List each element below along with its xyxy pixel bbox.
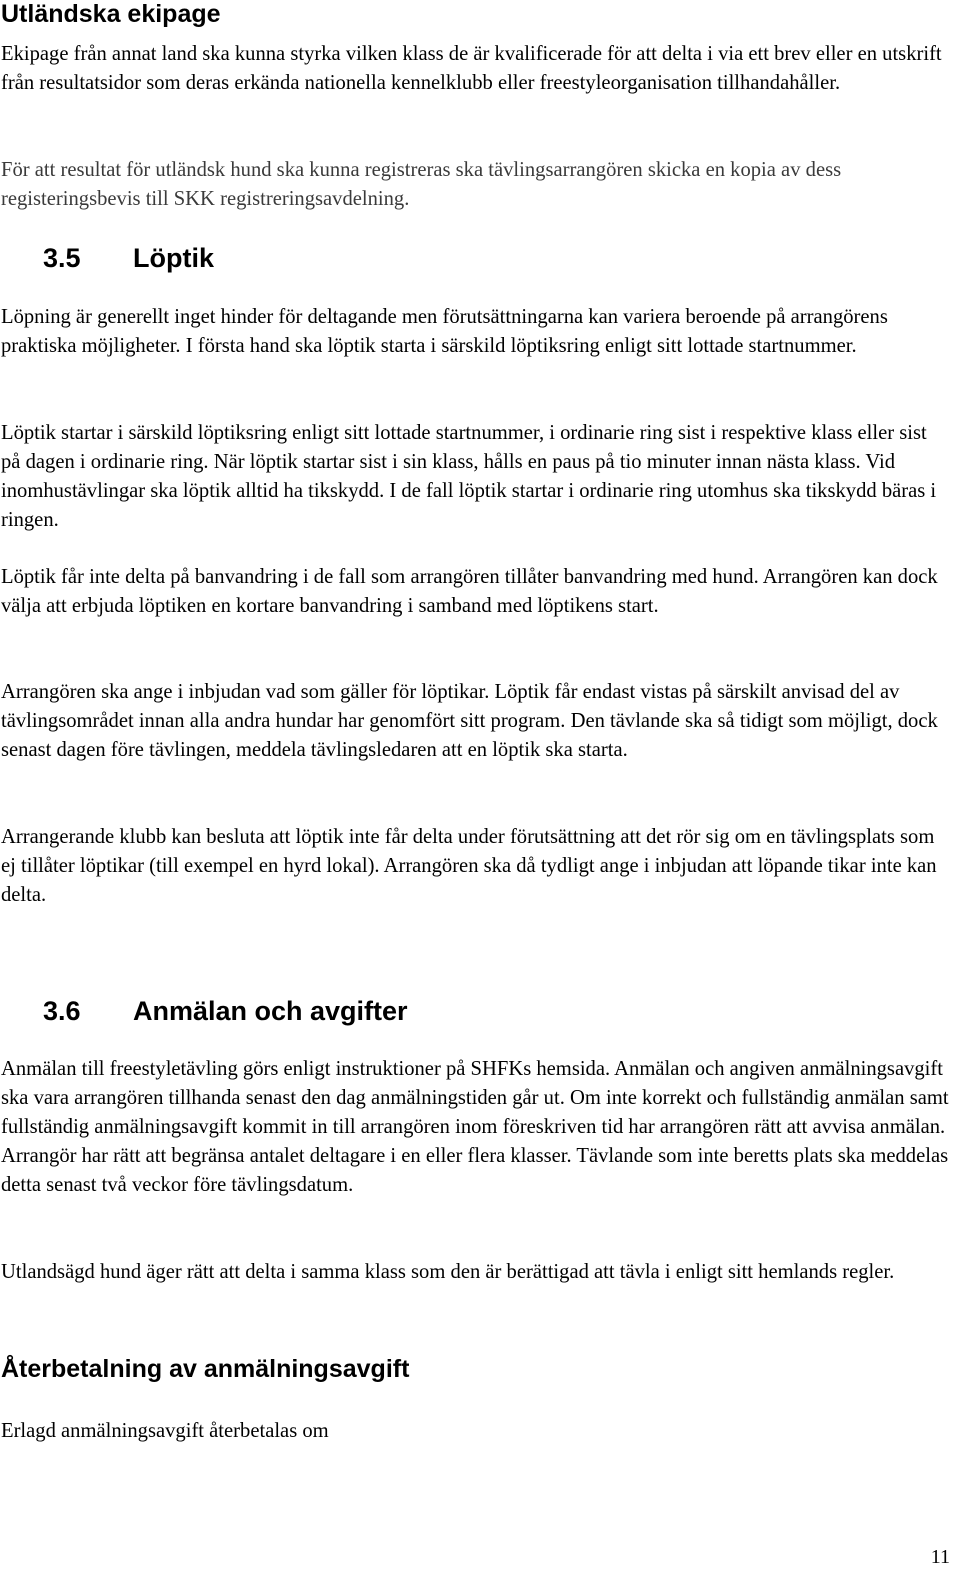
heading-foreign-teams: Utländska ekipage [1, 0, 221, 28]
section-number-3-6: 3.6 [43, 996, 81, 1026]
heading-refund: Återbetalning av anmälningsavgift [1, 1355, 410, 1383]
section-heading-3-6 [43, 996, 408, 1027]
section-heading-3-5 [43, 243, 214, 274]
paragraph-3-6-1: Anmälan till freestyletävling görs enligt instruktioner på SHFKs hemsida. Anmälan och angiven anmälningsavgift ska vara arrangören tillhanda senast den dag anmälningstiden går ut. Om inte korrekt och fullständig anmälan samt fullständig anmälningsavgift kommit in till arrangören inom föreskriven tid har arrangören rätt att avvisa anmälan. Arrangör har rätt att begränsa antalet deltagare i en eller flera klasser. Tävlande som inte beretts plats ska meddelas detta senast två veckor före tävlingsdatum. [1, 1058, 949, 1196]
page-number: 11 [930, 1546, 950, 1568]
section-title-3-6: Anmälan och avgifter [133, 996, 408, 1026]
paragraph-3-5-1: Löpning är generellt inget hinder för deltagande men förutsättningarna kan variera beroende på arrangörens praktiska möjligheter. I första hand ska löptik starta i särskild löptiksring enligt sitt lottade startnummer. [1, 306, 888, 357]
section-title-3-5: Löptik [133, 243, 214, 273]
paragraph-foreign-1: Ekipage från annat land ska kunna styrka vilken klass de är kvalificerade för att delta i via ett brev eller en utskrift från resultatsidor som deras erkända nationella kennelklubb eller freestyleorganisation tillhandahåller. [1, 43, 942, 94]
paragraph-3-5-4: Arrangören ska ange i inbjudan vad som gäller för löptikar. Löptik får endast vistas på särskilt anvisad del av tävlingsområdet innan alla andra hundar har genomfört sitt program. Den tävlande ska så tidigt som möjligt, dock senast dagen före tävlingen, meddela tävlingsledaren att en löptik ska starta. [1, 681, 938, 761]
paragraph-3-5-5: Arrangerande klubb kan besluta att löptik inte får delta under förutsättning att det rör sig om en tävlingsplats som ej tillåter löptikar (till exempel en hyrd lokal). Arrangören ska då tydligt ange i inbjudan att löpande tikar inte kan delta. [1, 826, 937, 906]
paragraph-3-6-2: Utlandsägd hund äger rätt att delta i samma klass som den är berättigad att tävla i enligt sitt hemlands regler. [1, 1261, 895, 1283]
paragraph-3-5-3: Löptik får inte delta på banvandring i de fall som arrangören tillåter banvandring med hund. Arrangören kan dock välja att erbjuda löptiken en kortare banvandring i samband med löptikens start. [1, 566, 938, 617]
paragraph-3-5-2: Löptik startar i särskild löptiksring enligt sitt lottade startnummer, i ordinarie ring sist i respektive klass eller sist på dagen i ordinarie ring. När löptik startar sist i sin klass, hålls en paus på tio minuter innan nästa klass. Vid inomhustävlingar ska löptik alltid ha tikskydd. I de fall löptik startar i ordinarie ring utomhus ska tikskydd bäras i ringen. [1, 422, 937, 531]
section-number-3-5: 3.5 [43, 243, 81, 273]
paragraph-refund-1: Erlagd anmälningsavgift återbetalas om [1, 1420, 329, 1442]
paragraph-foreign-2: För att resultat för utländsk hund ska kunna registreras ska tävlingsarrangören skicka en kopia av dess registeringsbevis till SKK registreringsavdelning. [1, 159, 842, 210]
